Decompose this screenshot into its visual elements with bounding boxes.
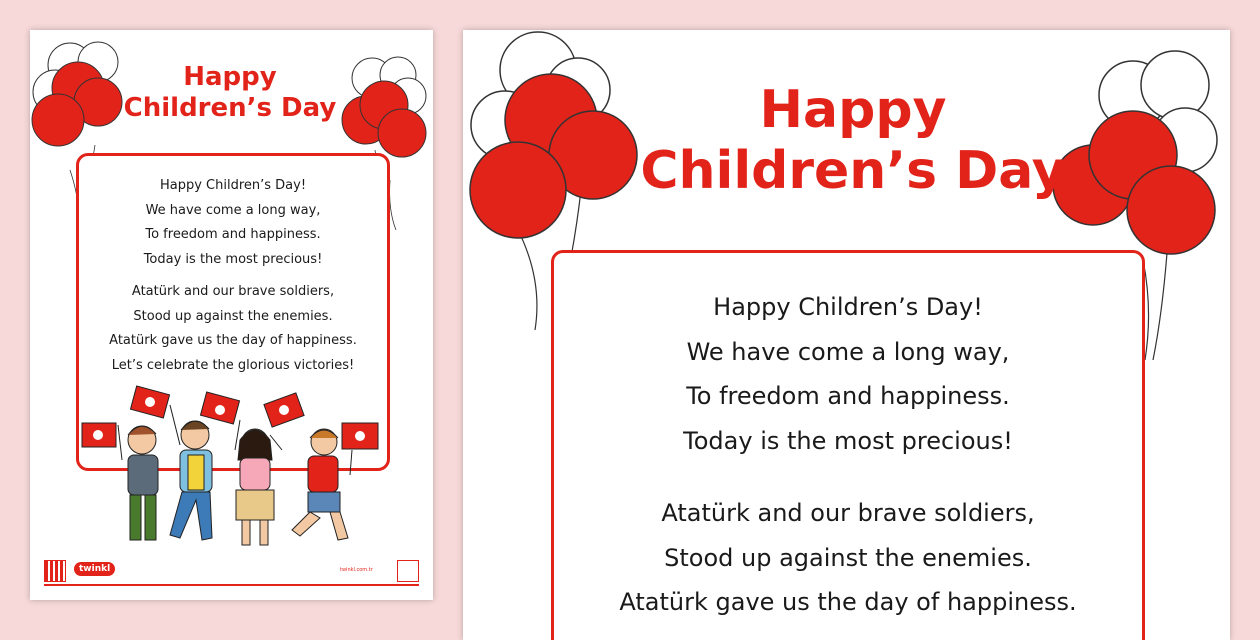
title-line-2: Children’s Day: [123, 92, 337, 123]
footer-url: twinkl.com.tr: [340, 567, 373, 573]
poem-line: We have come a long way,: [145, 202, 321, 218]
poem-line: Happy Children’s Day!: [159, 178, 307, 193]
poem-line: To freedom and happiness.: [686, 382, 1010, 410]
title-line-2: Children’s Day: [640, 141, 1066, 202]
qr-code-icon: [44, 560, 66, 582]
poem-line: Let’s celebrate the glorious victories!: [111, 357, 355, 373]
poem-line: Today is the most precious!: [143, 251, 323, 267]
seal-icon: [397, 560, 419, 582]
poem-stanza: [554, 463, 1142, 625]
children-illustration-icon: [30, 30, 433, 600]
poem-line: Stood up against the enemies.: [133, 308, 333, 324]
poem-line: We have come a long way,: [686, 337, 1010, 366]
poem-line: Stood up against the enemies.: [664, 543, 1032, 572]
poem-line: Atatürk gave us the day of happiness.: [619, 588, 1077, 616]
footer-divider: [44, 584, 419, 586]
page-title: [613, 80, 1093, 203]
poem-line: Atatürk gave us the day of happiness.: [109, 333, 357, 348]
poem-box: [551, 250, 1145, 640]
title-line-1: Happy: [759, 80, 947, 140]
footer: [44, 560, 419, 582]
poem-line: Happy Children’s Day!: [713, 293, 983, 321]
poem-line: Today is the most precious!: [683, 426, 1013, 455]
poem-line: To freedom and happiness.: [145, 227, 321, 242]
poem-line: Atatürk and our brave soldiers,: [131, 284, 335, 299]
poster-zoomed: [463, 30, 1230, 640]
poem-stanza: [554, 253, 1142, 463]
poem-line: Atatürk and our brave soldiers,: [661, 499, 1035, 527]
brand-logo: twinkl: [74, 562, 115, 576]
poster-thumbnail[interactable]: [30, 30, 433, 600]
title-line-1: Happy: [183, 62, 277, 92]
